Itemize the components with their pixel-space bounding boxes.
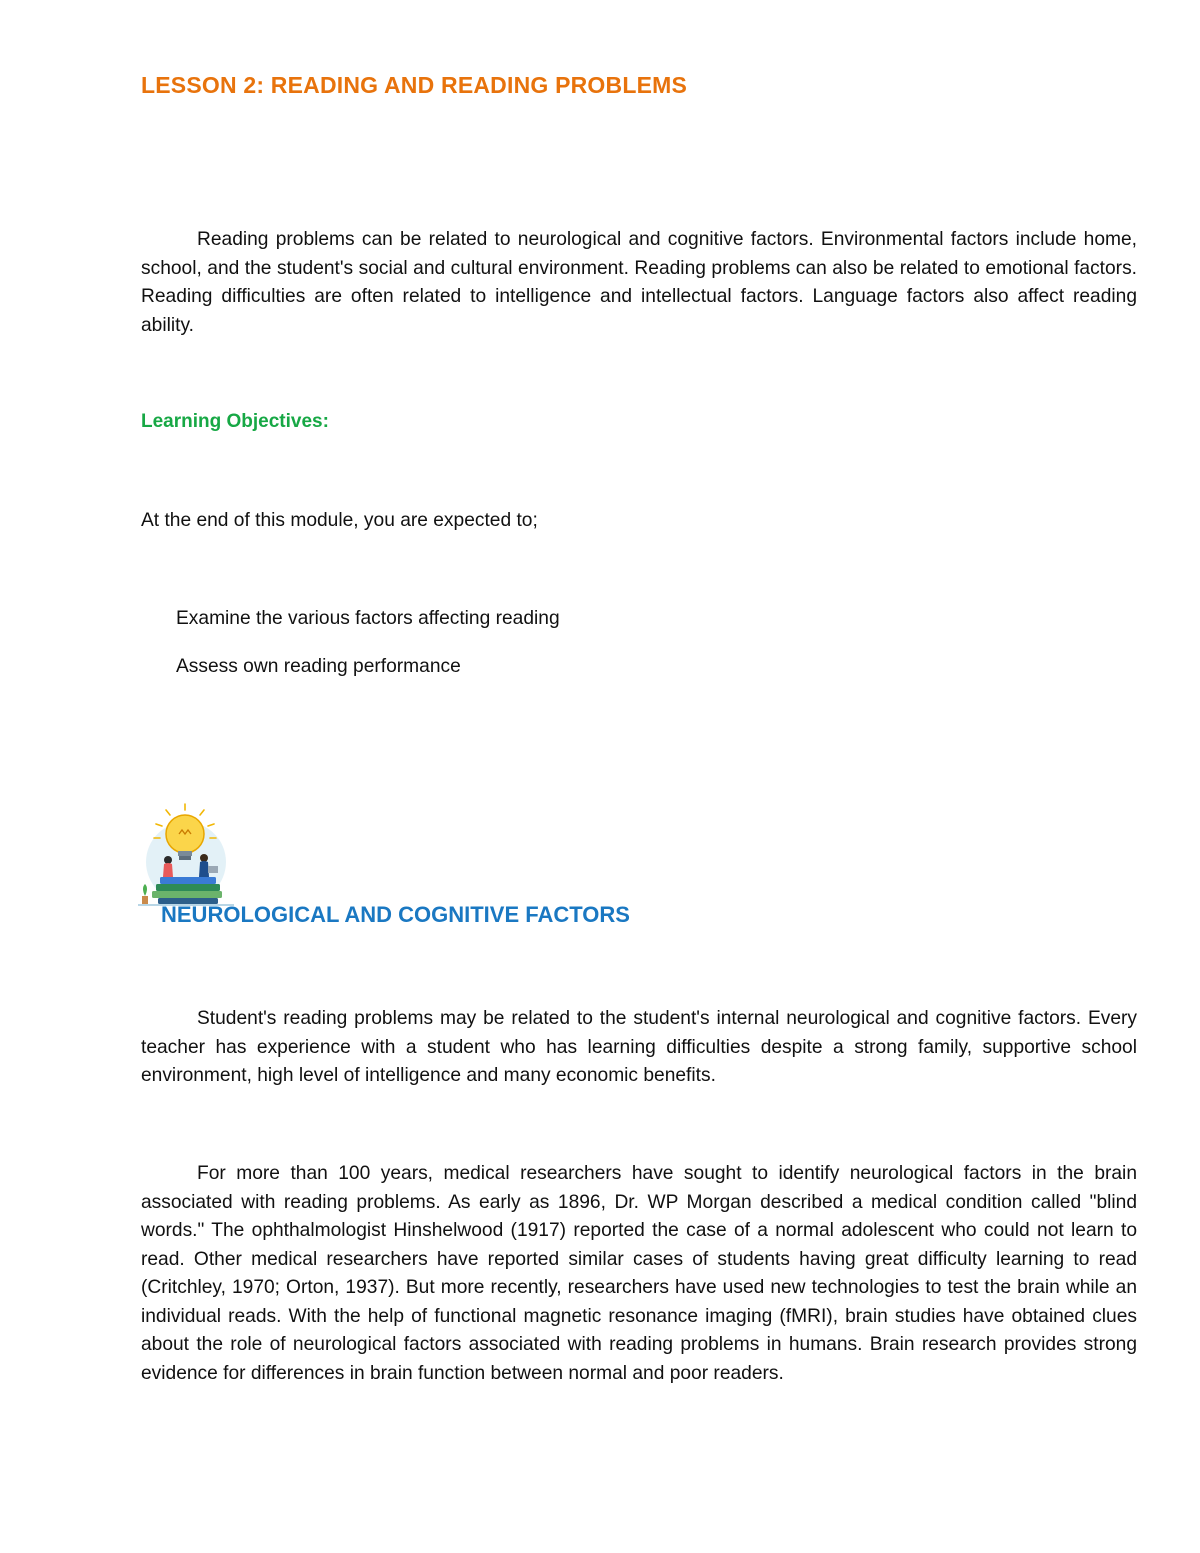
section-paragraph: Student's reading problems may be related to the student's internal neurological and cognitive factors. Every teacher has experience with a student who has learning difficulties despite a strong family, supportive school environment, high level of intelligence and many economic benefits.	[141, 1008, 1137, 1086]
plant-pot	[142, 896, 148, 904]
objective-item: Examine the various factors affecting reading	[176, 608, 560, 629]
person-right-body	[199, 861, 209, 877]
person-right-head	[200, 854, 208, 862]
section-title: NEUROLOGICAL AND COGNITIVE FACTORS	[161, 902, 630, 927]
laptop	[208, 866, 218, 873]
book-3	[152, 891, 222, 898]
bulb-base-1	[178, 851, 192, 856]
book-2	[160, 877, 216, 884]
lesson-title: LESSON 2: READING AND READING PROBLEMS	[141, 72, 688, 98]
section-paragraph: For more than 100 years, medical researchers have sought to identify neurological factors in the brain associated with reading problems. As early as 1896, Dr. WP Morgan described a medical condition called "blind words." The ophthalmologist Hinshelwood (1917) reported the case of a normal adolescent who could not learn to read. Other medical researchers have reported similar cases of students having great difficulty learning to read (Critchley, 1970; Orton, 1937). But more recently, researchers have used new technologies to test the brain while an individual reads. With the help of functional magnetic resonance imaging (fMRI), brain studies have obtained clues about the role of neurological factors associated with reading problems in humans. Brain research provides strong evidence for differences in brain function between normal and poor readers.	[141, 1163, 1137, 1384]
person-left-head	[164, 856, 172, 864]
learning-objectives-heading: Learning Objectives:	[141, 411, 329, 432]
objective-item: Assess own reading performance	[176, 656, 461, 677]
lightbulb-books-illustration-icon	[138, 800, 238, 910]
person-left-body	[163, 863, 173, 877]
intro-paragraph: Reading problems can be related to neurological and cognitive factors. Environmental factors include home, school, and the student's social and cultural environment. Reading problems can also be related to emotional factors. Reading difficulties are often related to intelligence and intellectual factors. Language factors also affect reading ability.	[141, 229, 1137, 336]
objectives-lead: At the end of this module, you are expected to;	[141, 510, 538, 531]
bulb-base-2	[179, 856, 191, 860]
plant-leaf	[143, 884, 147, 896]
book-1	[156, 884, 220, 891]
